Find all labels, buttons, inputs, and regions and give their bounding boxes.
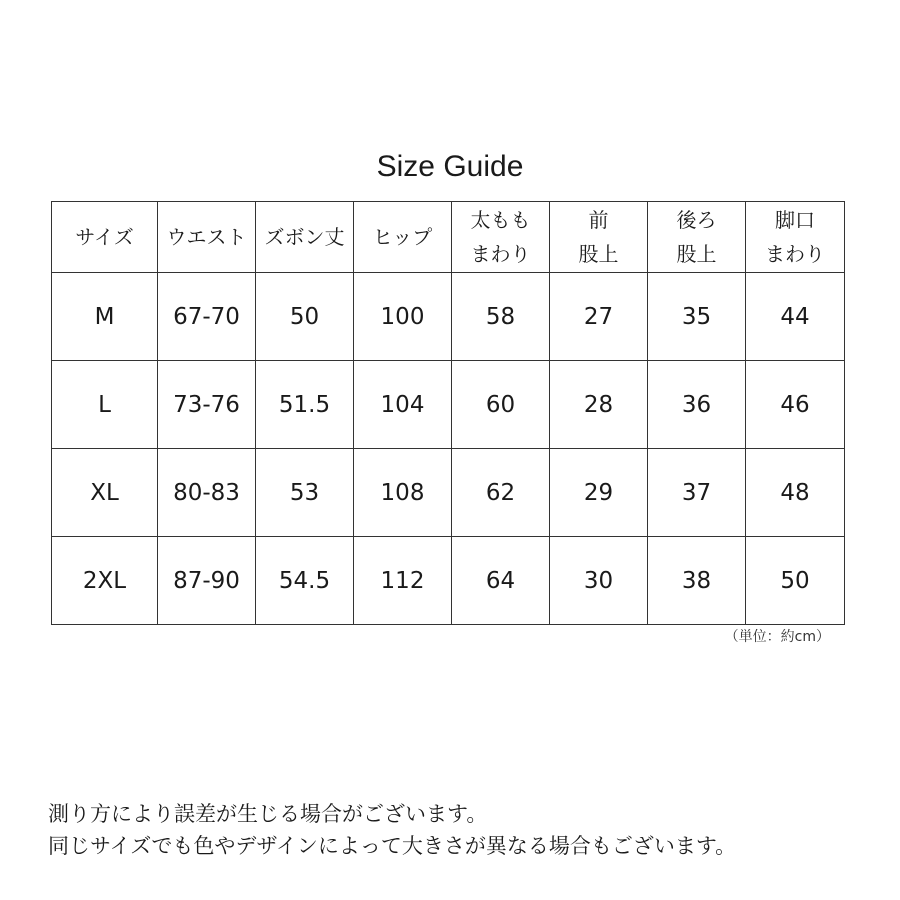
table-cell: 108 bbox=[354, 449, 452, 537]
header-cell-waist: ウエスト bbox=[158, 202, 256, 273]
header-cell-hip: ヒップ bbox=[354, 202, 452, 273]
table-cell: 112 bbox=[354, 537, 452, 625]
table-cell: 104 bbox=[354, 361, 452, 449]
header-cell-thigh: 太もも まわり bbox=[452, 202, 550, 273]
table-cell: M bbox=[52, 273, 158, 361]
header-cell-length: ズボン丈 bbox=[256, 202, 354, 273]
table-cell: 53 bbox=[256, 449, 354, 537]
size-table bbox=[51, 201, 845, 625]
header-cell-size: サイズ bbox=[52, 202, 158, 273]
table-cell: 35 bbox=[648, 273, 746, 361]
note-line: 同じサイズでも色やデザインによって大きさが異なる場合もございます。 bbox=[48, 834, 737, 858]
table-cell: 51.5 bbox=[256, 361, 354, 449]
table-cell: 44 bbox=[746, 273, 845, 361]
table-cell: 64 bbox=[452, 537, 550, 625]
table-cell: 37 bbox=[648, 449, 746, 537]
table-cell: 27 bbox=[550, 273, 648, 361]
table-cell: 50 bbox=[746, 537, 845, 625]
header-cell-front-rise: 前 股上 bbox=[550, 202, 648, 273]
page-title: Size Guide bbox=[376, 150, 524, 183]
table-cell: 29 bbox=[550, 449, 648, 537]
table-cell: 2XL bbox=[52, 537, 158, 625]
table-cell: 100 bbox=[354, 273, 452, 361]
unit-note: （単位：約cm） bbox=[724, 629, 830, 645]
table-row bbox=[52, 449, 845, 537]
table-cell: 30 bbox=[550, 537, 648, 625]
table-cell: 38 bbox=[648, 537, 746, 625]
table-row bbox=[52, 273, 845, 361]
table-cell: L bbox=[52, 361, 158, 449]
note-line: 測り方により誤差が生じる場合がございます。 bbox=[48, 802, 488, 826]
table-cell: 50 bbox=[256, 273, 354, 361]
table-cell: 80-83 bbox=[158, 449, 256, 537]
table-header-row bbox=[52, 202, 845, 273]
table-cell: 87-90 bbox=[158, 537, 256, 625]
table-cell: 60 bbox=[452, 361, 550, 449]
notes bbox=[48, 798, 736, 862]
table-cell: XL bbox=[52, 449, 158, 537]
table-cell: 28 bbox=[550, 361, 648, 449]
table-cell: 46 bbox=[746, 361, 845, 449]
table-cell: 73-76 bbox=[158, 361, 256, 449]
table-cell: 67-70 bbox=[158, 273, 256, 361]
header-cell-leg-opening: 脚口 まわり bbox=[746, 202, 845, 273]
header-cell-back-rise: 後ろ 股上 bbox=[648, 202, 746, 273]
table-cell: 48 bbox=[746, 449, 845, 537]
table-cell: 58 bbox=[452, 273, 550, 361]
table-row bbox=[52, 361, 845, 449]
table-cell: 54.5 bbox=[256, 537, 354, 625]
table-cell: 62 bbox=[452, 449, 550, 537]
table-cell: 36 bbox=[648, 361, 746, 449]
table-row bbox=[52, 537, 845, 625]
